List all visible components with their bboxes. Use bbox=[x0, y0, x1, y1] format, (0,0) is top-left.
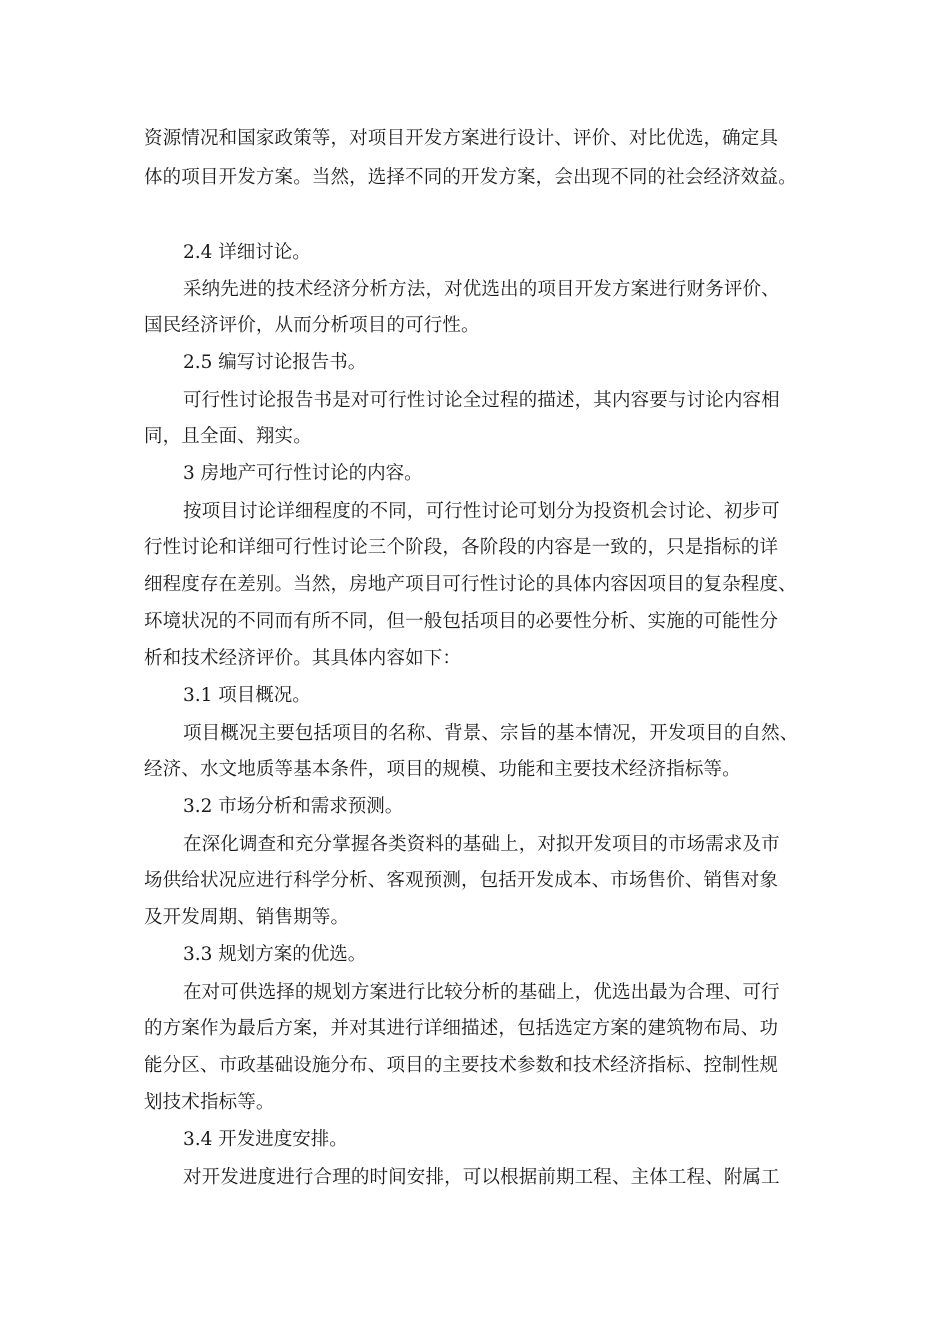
paragraph-line: 在对可供选择的规划方案进行比较分析的基础上，优选出最为合理、可行 bbox=[183, 982, 780, 1003]
paragraph-line: 能分区、市政基础设施分布、项目的主要技术参数和技术经济指标、控制性规 bbox=[144, 1055, 779, 1076]
paragraph-line: 细程度存在差别。当然，房地产项目可行性讨论的具体内容因项目的复杂程度、 bbox=[144, 574, 797, 595]
section-heading: 2.5 编写讨论报告书。 bbox=[183, 352, 367, 373]
paragraph-line: 可行性讨论报告书是对可行性讨论全过程的描述，其内容要与讨论内容相 bbox=[183, 390, 780, 411]
section-heading: 3.4 开发进度安排。 bbox=[183, 1129, 348, 1150]
paragraph-line: 析和技术经济评价。其具体内容如下： bbox=[144, 648, 462, 669]
paragraph-line: 经济、水文地质等基本条件，项目的规模、功能和主要技术经济指标等。 bbox=[144, 759, 741, 780]
paragraph-line: 行性讨论和详细可行性讨论三个阶段，各阶段的内容是一致的，只是指标的详 bbox=[144, 537, 779, 558]
paragraph-line: 国民经济评价，从而分析项目的可行性。 bbox=[144, 315, 480, 336]
section-heading: 3.2 市场分析和需求预测。 bbox=[183, 796, 404, 817]
section-heading: 3.3 规划方案的优选。 bbox=[183, 944, 367, 965]
paragraph-line: 划技术指标等。 bbox=[144, 1092, 275, 1113]
paragraph-line: 环境状况的不同而有所不同，但一般包括项目的必要性分析、实施的可能性分 bbox=[144, 611, 779, 632]
paragraph-line: 采纳先进的技术经济分析方法，对优选出的项目开发方案进行财务评价、 bbox=[183, 279, 780, 300]
section-heading: 2.4 详细讨论。 bbox=[183, 242, 311, 263]
paragraph-line: 按项目讨论详细程度的不同，可行性讨论可划分为投资机会讨论、初步可 bbox=[183, 501, 780, 522]
paragraph-line: 项目概况主要包括项目的名称、背景、宗旨的基本情况，开发项目的自然、 bbox=[183, 723, 799, 744]
paragraph-line: 场供给状况应进行科学分析、客观预测，包括开发成本、市场售价、销售对象 bbox=[144, 870, 779, 891]
paragraph-line: 对开发进度进行合理的时间安排，可以根据前期工程、主体工程、附属工 bbox=[183, 1167, 780, 1188]
paragraph-line: 资源情况和国家政策等，对项目开发方案进行设计、评价、对比优选，确定具 bbox=[144, 128, 779, 149]
paragraph-line: 同，且全面、翔实。 bbox=[144, 426, 312, 447]
section-heading: 3.1 项目概况。 bbox=[183, 685, 311, 706]
section-heading: 3 房地产可行性讨论的内容。 bbox=[183, 463, 423, 484]
paragraph-line: 及开发周期、销售期等。 bbox=[144, 907, 350, 928]
paragraph-line: 的方案作为最后方案，并对其进行详细描述，包括选定方案的建筑物布局、功 bbox=[144, 1018, 779, 1039]
paragraph-line: 在深化调查和充分掌握各类资料的基础上，对拟开发项目的市场需求及市 bbox=[183, 834, 780, 855]
paragraph-line: 体的项目开发方案。当然，选择不同的开发方案，会出现不同的社会经济效益。 bbox=[144, 167, 797, 188]
